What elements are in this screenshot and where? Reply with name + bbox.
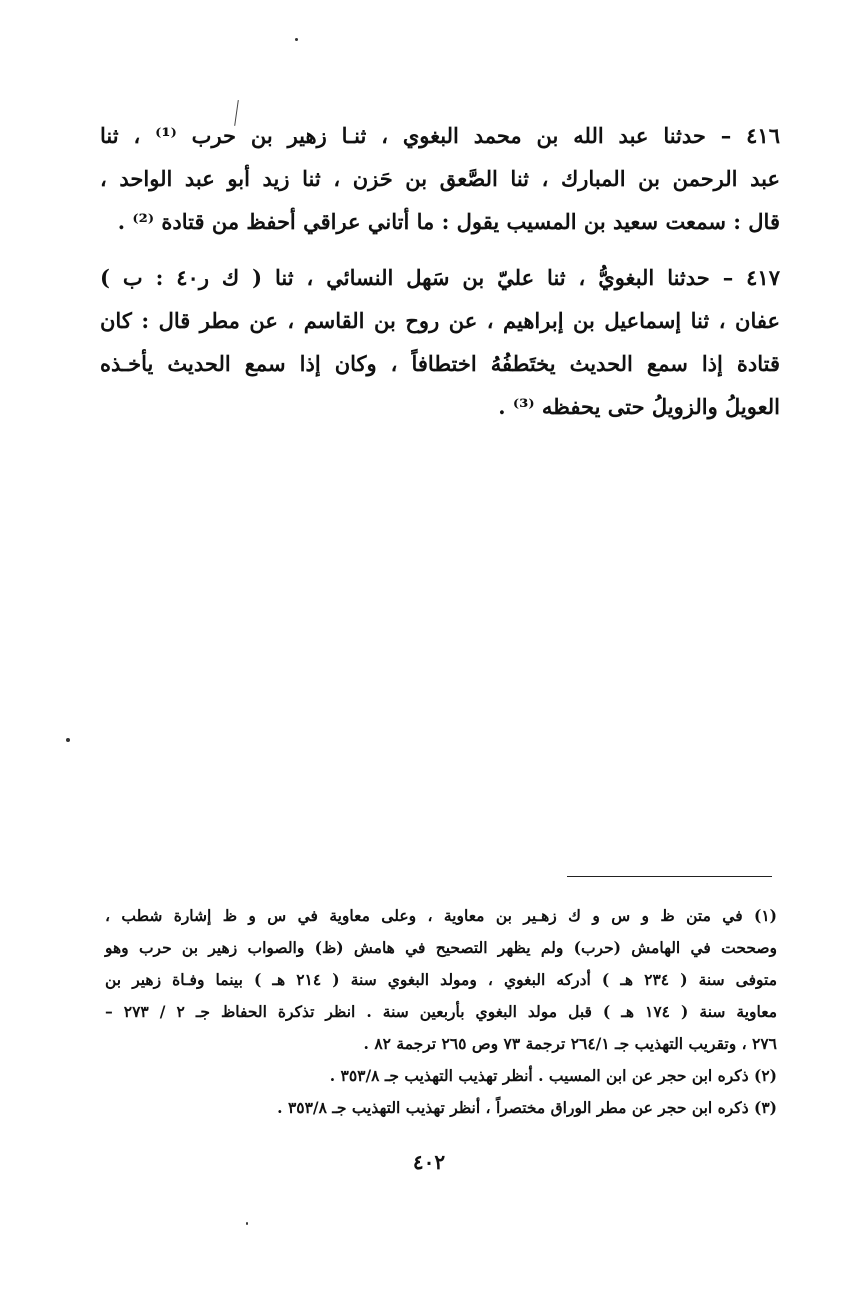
hadith-416-line: ٤١٦ – حدثنا عبد الله بن محمد البغوي ، ثنـا زهير بن حرب ⁽¹⁾ ، ثنا	[100, 123, 780, 148]
footnote-line: معاوية سنة ( ١٧٤ هـ ) قبل مولد البغوي بأربعين سنة . انظر تذكرة الحفاظ جـ ٢ / ٢٧٣ –	[105, 1002, 777, 1021]
hadith-416-line: عبد الرحمن بن المبارك ، ثنا الصَّعق بن حَزن ، ثنا زيد أبو عبد الواحد ،	[100, 166, 780, 191]
hadith-417-line: عفان ، ثنا إسماعيل بن إبراهيم ، عن روح بن القاسم ، عن مطر قال : كان	[100, 308, 780, 333]
footnote-line: (١) في متن ظ و س و ك زهـير بن معاوية ، وعلى معاوية في س و ظ إشارة شطب ،	[105, 906, 777, 925]
hadith-417	[100, 256, 780, 428]
footnote-line: وصححت في الهامش (حرب) ولم يظهر التصحيح في هامش (ظ) والصواب زهير بن حرب وهو	[105, 938, 777, 957]
footnote-line: متوفى سنة ( ٢٣٤ هـ ) أدركه البغوي ، ومولد البغوي سنة ( ٢١٤ هـ ) بينما وفـاة زهير بن	[105, 970, 777, 989]
scan-speck	[295, 38, 298, 41]
footnote-1	[105, 900, 777, 1060]
footnote-separator	[567, 876, 772, 877]
scan-speck	[66, 738, 70, 742]
footnotes	[105, 900, 777, 1124]
hadith-416-line: قال : سمعت سعيد بن المسيب يقول : ما أتاني عراقي أحفظ من قتادة ⁽²⁾ .	[117, 209, 780, 234]
hadith-417-line: ٤١٧ – حدثنا البغويُّ ، ثنا عليّ بن سَهل النسائي ، ثنا ( ك ر٤٠ : ب )	[100, 265, 780, 290]
page-number: ٤٠٢	[412, 1150, 446, 1174]
hadith-416	[100, 114, 780, 243]
hadith-417-line: العويلُ والزويلُ حتى يحفظه ⁽³⁾ .	[498, 394, 780, 419]
footnote-line: ٢٧٦ ، وتقريب التهذيب جـ ٢٦٤/١ ترجمة ٧٣ وص ٢٦٥ ترجمة ٨٢ .	[363, 1034, 777, 1053]
footnote-2	[105, 1060, 777, 1092]
scan-speck	[246, 1222, 248, 1225]
footnote-line: (٢) ذكره ابن حجر عن ابن المسيب . أنظر تهذيب التهذيب جـ ٣٥٣/٨ .	[329, 1066, 777, 1085]
footnote-3	[105, 1092, 777, 1124]
footnote-line: (٣) ذكره ابن حجر عن مطر الوراق مختصراً ، أنظر تهذيب التهذيب جـ ٣٥٣/٨ .	[277, 1098, 777, 1117]
hadith-417-line: قتادة إذا سمع الحديث يختَطفُهُ اختطافاً ، وكان إذا سمع الحديث يأخـذه	[100, 351, 780, 376]
